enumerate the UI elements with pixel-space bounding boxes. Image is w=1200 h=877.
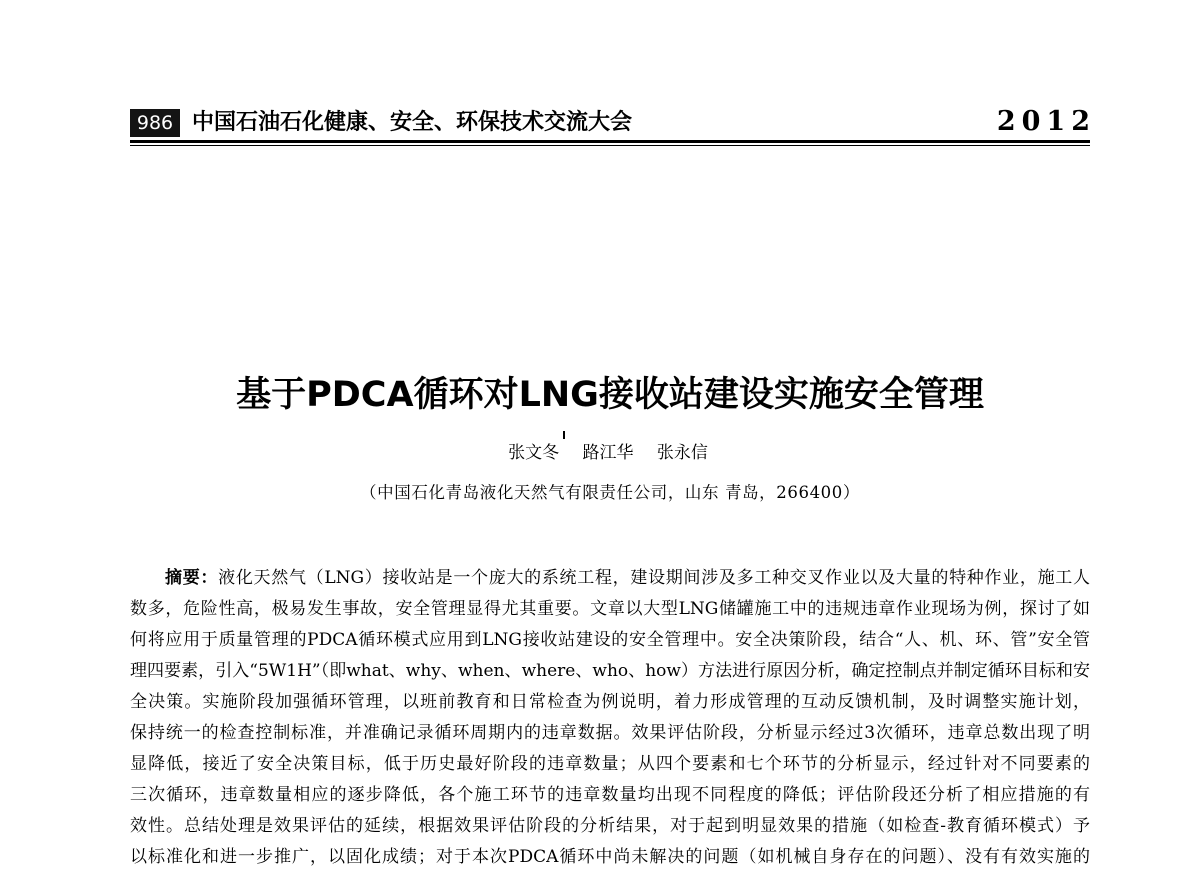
abstract-line: 效性。总结处理是效果评估的延续，根据效果评估阶段的分析结果，对于起到明显效果的措施（如检查-教育循环模式）予 — [130, 816, 1090, 836]
abstract-line: 数多，危险性高，极易发生事故，安全管理显得尤其重要。文章以大型LNG储罐施工中的违规违章作业现场为例，探讨了如 — [130, 599, 1090, 619]
page-number: 986 — [130, 109, 180, 137]
author-name: 张永信 — [656, 443, 708, 463]
abstract-line: 三次循环，违章数量相应的逐步降低，各个施工环节的违章数量均出现不同程度的降低；评估阶段还分析了相应措施的有 — [130, 785, 1090, 805]
running-header — [130, 104, 1096, 148]
header-rule-thick — [130, 140, 1090, 143]
abstract-line: 以标准化和进一步推广，以固化成绩；对于本次PDCA循环中尚未解决的问题（如机械自身存在的问题）、没有有效实施的 — [130, 847, 1090, 867]
abstract-line: 显降低，接近了安全决策目标，低于历史最好阶段的违章数量；从四个要素和七个环节的分析显示，经过针对不同要素的 — [130, 754, 1090, 774]
abstract-label: 摘要： — [165, 568, 219, 588]
paper-title: 基于PDCA循环对LNG接收站建设实施安全管理 — [236, 375, 984, 415]
author-affiliation: （中国石化青岛液化天然气有限责任公司，山东 青岛，266400） — [360, 483, 860, 502]
abstract-line: 理四要素，引入“5W1H”（即what、why、when、where、who、how）方法进行原因分析，确定控制点并制定循环目标和安 — [130, 661, 1090, 681]
abstract-line: 何将应用于质量管理的PDCA循环模式应用到LNG接收站建设的安全管理中。安全决策阶段，结合“人、机、环、管”安全管 — [130, 630, 1090, 650]
abstract-line: 保持统一的检查控制标准，并准确记录循环周期内的违章数据。效果评估阶段，分析显示经过3次循环，违章总数出现了明 — [130, 723, 1090, 743]
header-rule-thin — [130, 145, 1090, 146]
abstract-text: 液化天然气（LNG）接收站是一个庞大的系统工程，建设期间涉及多工种交叉作业以及大量的特种作业，施工人 — [218, 568, 1090, 588]
conference-name: 中国石油石化健康、安全、环保技术交流大会 — [192, 110, 633, 135]
abstract-line: 全决策。实施阶段加强循环管理，以班前教育和日常检查为例说明，着力形成管理的互动反馈机制，及时调整实施计划， — [130, 692, 1090, 712]
author-name: 路江华 — [582, 443, 634, 463]
author-list — [16, 440, 1200, 466]
abstract-line — [130, 563, 1090, 594]
author-note-mark — [563, 431, 565, 439]
author-name: 张文冬 — [508, 443, 560, 463]
header-year: 2012 — [996, 106, 1096, 137]
abstract — [130, 563, 1090, 873]
